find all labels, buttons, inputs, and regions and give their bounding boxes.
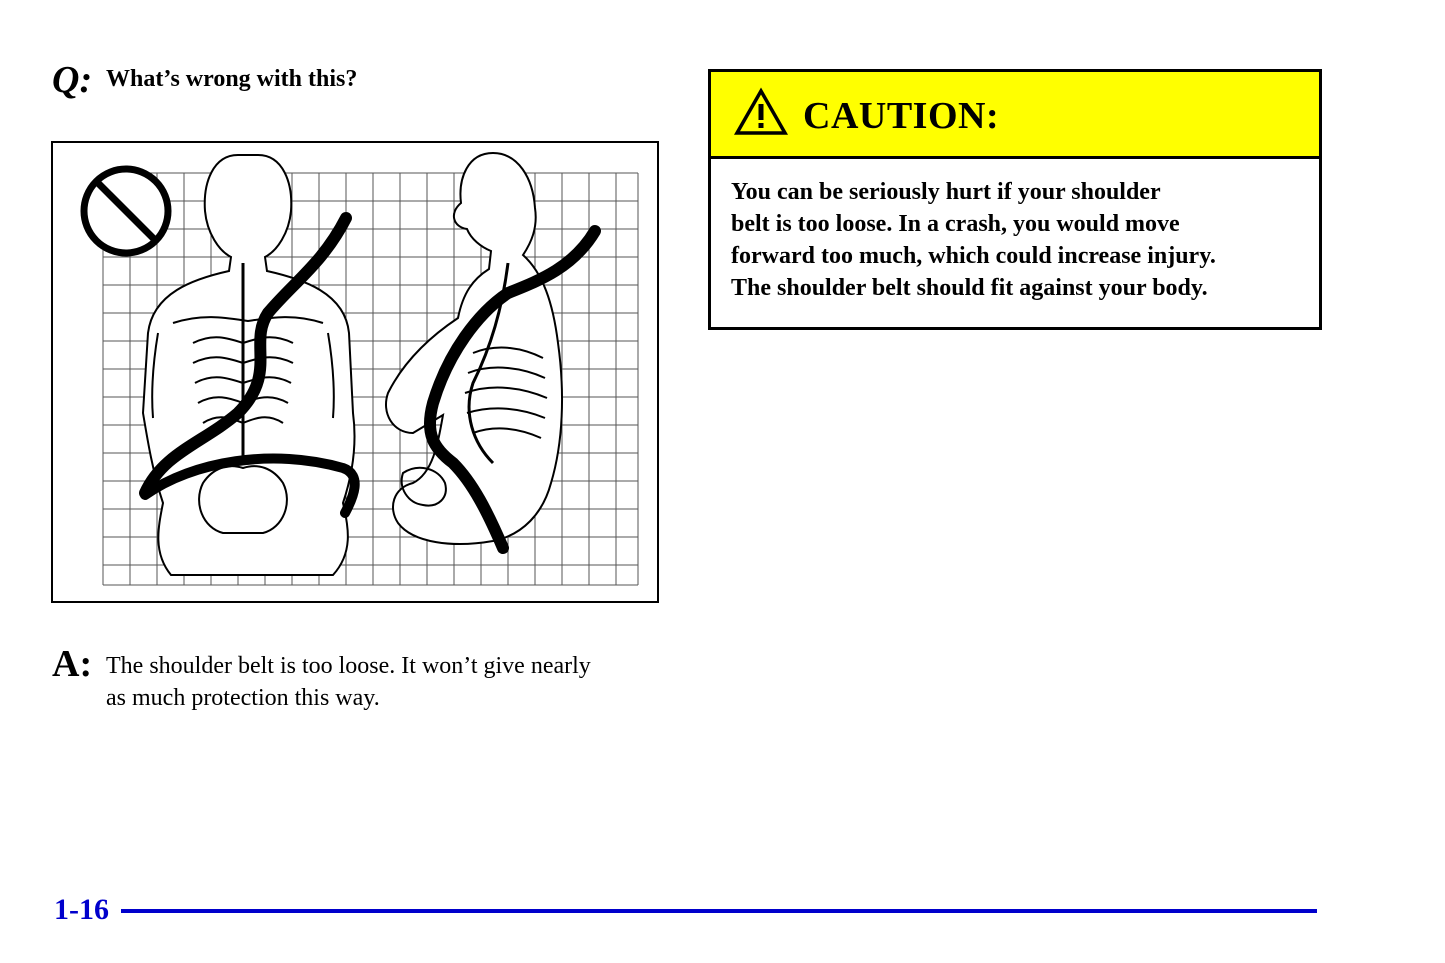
caution-message (731, 176, 1311, 304)
caution-title: CAUTION: (803, 95, 1000, 137)
caution-line: You can be seriously hurt if your shoulder (731, 179, 1161, 205)
prohibition-icon (84, 169, 168, 253)
caution-box (708, 69, 1322, 330)
caution-line: The shoulder belt should fit against your body. (731, 275, 1208, 301)
answer-text (106, 650, 666, 714)
warning-triangle-icon (733, 87, 789, 137)
caution-header (711, 72, 1319, 159)
answer-marker: A: (52, 643, 93, 685)
caution-line: belt is too loose. In a crash, you would move (731, 211, 1180, 237)
question-text: What’s wrong with this? (106, 66, 358, 92)
illustration-canvas (53, 143, 657, 601)
footer-rule (121, 909, 1317, 913)
front-skeleton-figure (143, 155, 355, 575)
page-number: 1-16 (54, 893, 109, 926)
answer-line: as much protection this way. (106, 685, 380, 711)
seat-belt-illustration (51, 141, 659, 603)
question-marker: Q: (52, 59, 93, 101)
caution-line: forward too much, which could increase injury. (731, 243, 1216, 269)
answer-line: The shoulder belt is too loose. It won’t give nearly (106, 653, 591, 679)
